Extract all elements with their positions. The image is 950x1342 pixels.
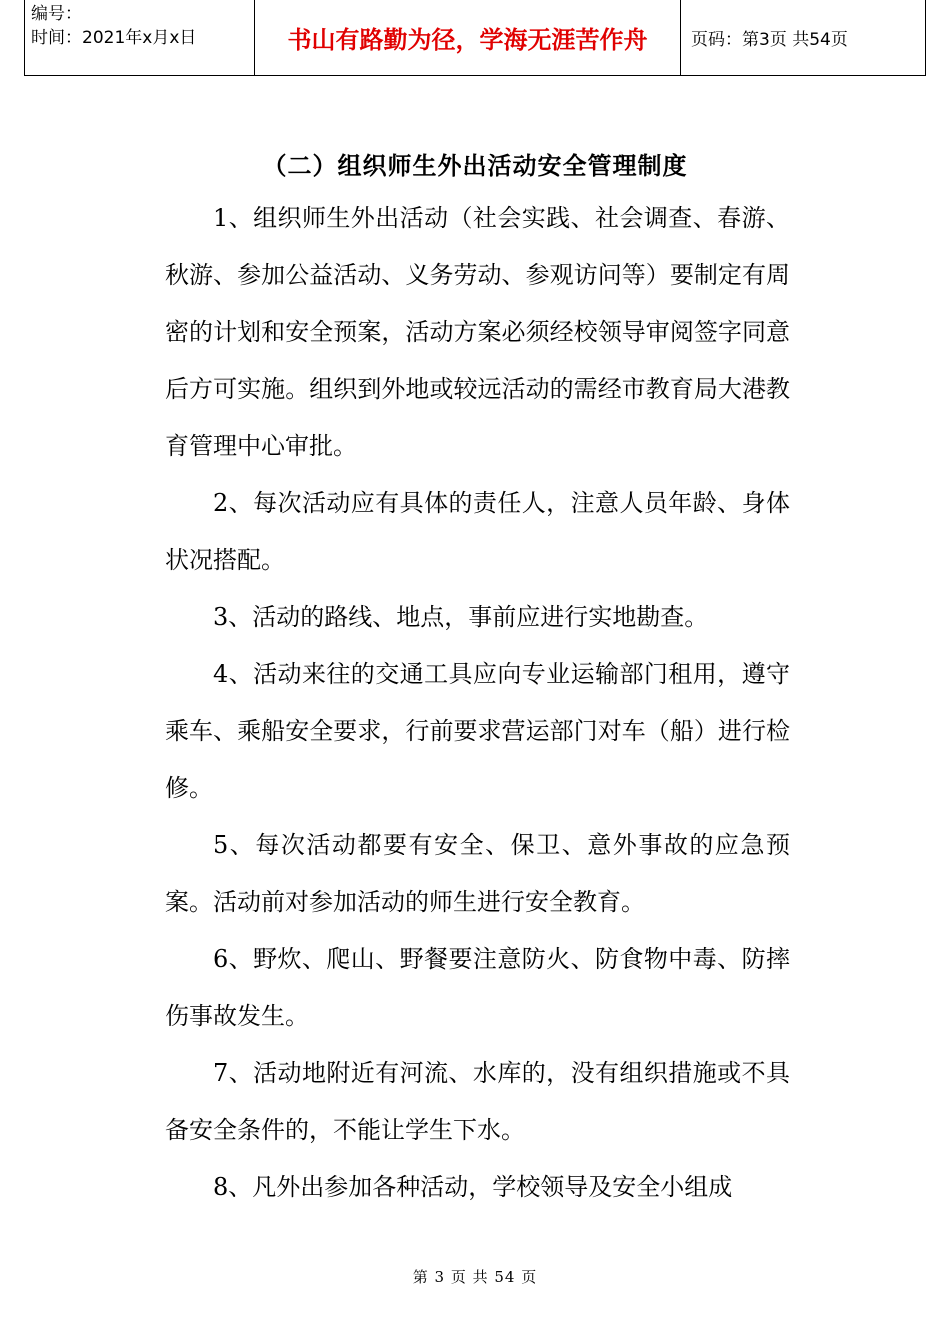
header-motto: 书山有路勤为径，学海无涯苦作舟 (255, 0, 681, 75)
paragraph-1: 1、组织师生外出活动（社会实践、社会调查、春游、秋游、参加公益活动、义务劳动、参观访问等）要制定有周密的计划和安全预案，活动方案必须经校领导审阅签字同意后方可实施。组织到外地或较远活动的需经市教育局大港教育管理中心审批。 (165, 204, 790, 460)
paragraph-3: 3、活动的路线、地点，事前应进行实地勘查。 (213, 603, 709, 631)
number-label: 编号： (31, 4, 82, 24)
paragraph-8: 8、凡外出参加各种活动，学校领导及安全小组成 (213, 1173, 733, 1201)
page-header (24, 0, 926, 76)
paragraph-7: 7、活动地附近有河流、水库的，没有组织措施或不具备安全条件的，不能让学生下水。 (165, 1059, 790, 1144)
paragraph-2: 2、每次活动应有具体的责任人，注意人员年龄、身体状况搭配。 (165, 489, 790, 574)
paragraph-6: 6、野炊、爬山、野餐要注意防火、防食物中毒、防摔伤事故发生。 (165, 945, 790, 1030)
header-meta (25, 0, 255, 75)
paragraph-4: 4、活动来往的交通工具应向专业运输部门租用，遵守乘车、乘船安全要求，行前要求营运部门对车（船）进行检修。 (165, 660, 790, 802)
page-footer: 第 3 页 共 54 页 (412, 1268, 538, 1286)
paragraph-5: 5、每次活动都要有安全、保卫、意外事故的应急预案。活动前对参加活动的师生进行安全教育。 (165, 831, 790, 916)
time-label: 时间：2021年x月x日 (31, 28, 197, 48)
document-body (165, 190, 790, 1216)
document-title: （二）组织师生外出活动安全管理制度 (262, 152, 688, 180)
header-page-info: 页码：第3页 共54页 (691, 30, 848, 50)
